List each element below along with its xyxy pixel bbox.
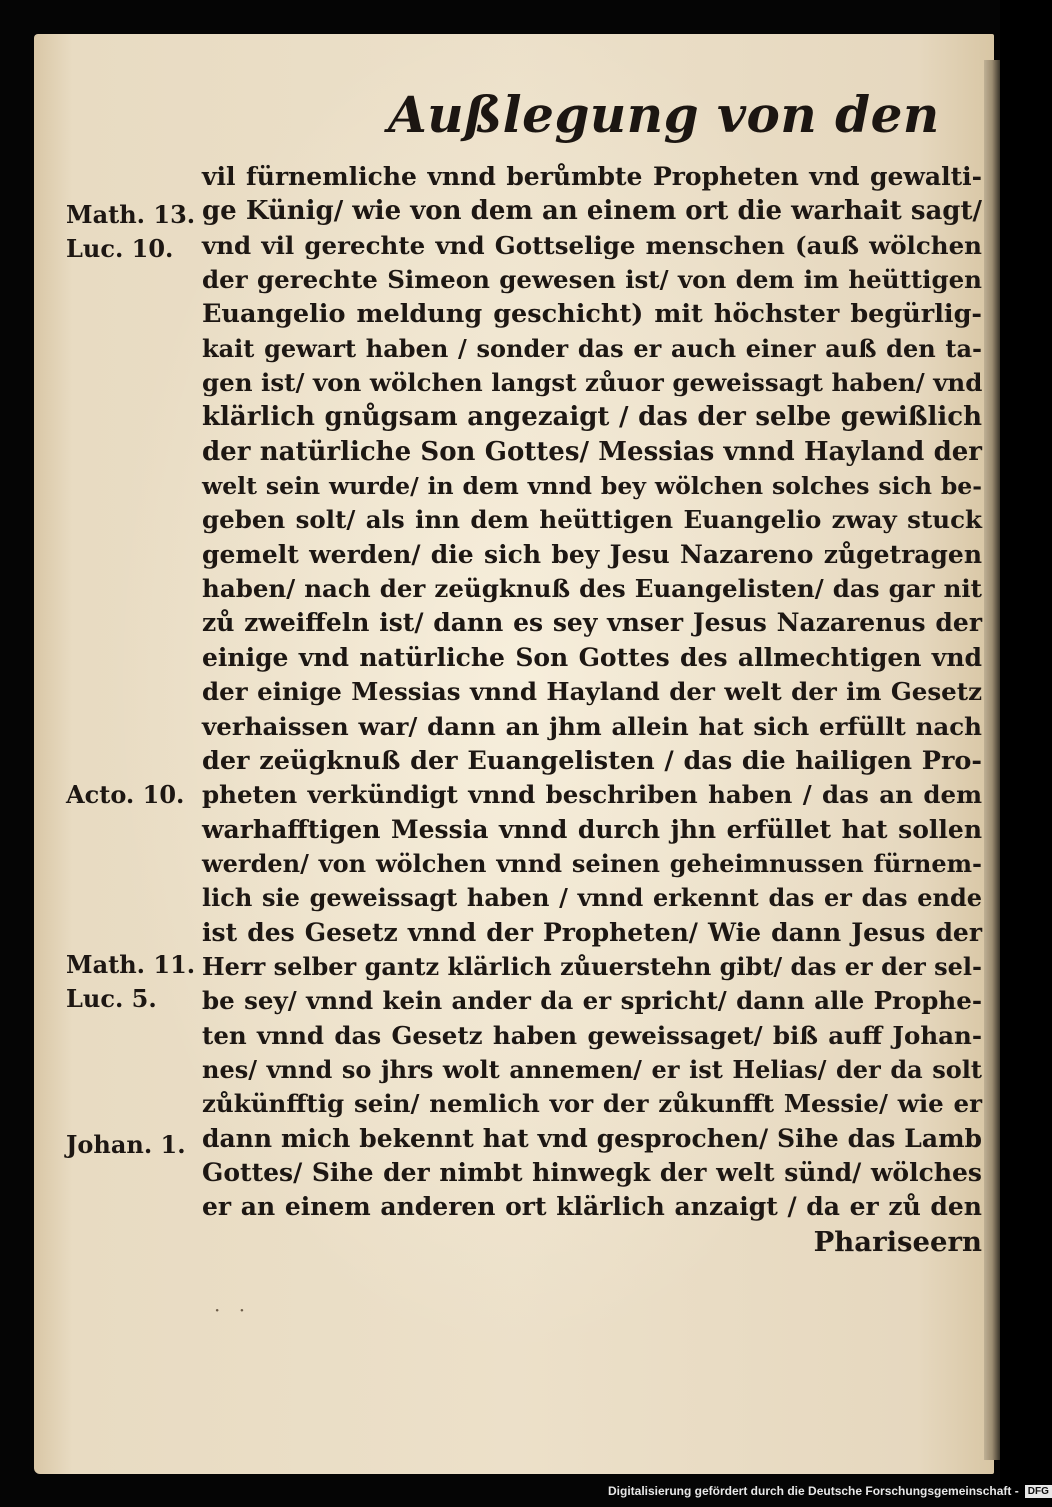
text-line: ten vnnd das Gesetz haben geweissaget/ biß auff Johan‑ xyxy=(202,1020,982,1050)
text-line: werden/ von wölchen vnnd seinen geheimnussen fürnem‑ xyxy=(202,848,982,878)
text-line: Gottes/ Sihe der nimbt hinwegk der welt sünd/ wölches xyxy=(202,1157,982,1187)
text-line: zůkünfftig sein/ nemlich vor der zůkunfft Messie/ wie er xyxy=(202,1089,982,1119)
text-line: vnd vil gerechte vnd Gottselige menschen (auß wölchen xyxy=(202,230,982,260)
text-line: gemelt werden/ die sich bey Jesu Nazareno zůgetragen xyxy=(202,539,982,569)
margin-note: Luc. 5. xyxy=(66,984,157,1013)
running-title: Außlegung von den xyxy=(388,85,940,144)
text-line: pheten verkündigt vnnd beschriben haben / das an dem xyxy=(202,780,982,810)
text-line: der natürliche Son Gottes/ Messias vnnd Hayland der xyxy=(202,436,982,467)
digitization-credit xyxy=(608,1484,1052,1498)
text-line: der gerechte Simeon gewesen ist/ von dem im heüttigen xyxy=(202,265,982,295)
margin-note: Luc. 10. xyxy=(66,234,174,263)
text-line: lich sie geweissagt haben / vnnd erkennt das er das ende xyxy=(202,883,982,913)
page-edge xyxy=(984,60,1000,1460)
ink-specks: · · xyxy=(214,1298,252,1322)
body-text xyxy=(202,160,982,1259)
text-line: nes/ vnnd so jhrs wolt annemen/ er ist Helias/ der da solt xyxy=(202,1054,982,1084)
text-line: ge Künig/ wie von dem an einem ort die warhait sagt/ xyxy=(202,196,982,227)
text-line: klärlich gnůgsam angezaigt / das der selbe gewißlich xyxy=(202,402,982,433)
text-line: gen ist/ von wölchen langst zůuor geweissagt haben/ vnd xyxy=(202,368,983,398)
text-line: dann mich bekennt hat vnd gesprochen/ Sihe das Lamb xyxy=(202,1123,982,1153)
text-line: Euangelio meldung geschicht) mit höchster begürlig‑ xyxy=(202,299,982,330)
text-line: zů zweiffeln ist/ dann es sey vnser Jesus Nazarenus der xyxy=(202,608,982,638)
text-line: welt sein wurde/ in dem vnnd bey wölchen solches sich be‑ xyxy=(202,472,982,501)
margin-note: Acto. 10. xyxy=(66,780,185,809)
margin-note: Math. 13. xyxy=(66,200,196,229)
text-line: einige vnd natürliche Son Gottes des allmechtigen vnd xyxy=(202,642,982,672)
margin-note: Math. 11. xyxy=(66,950,196,979)
text-line: haben/ nach der zeügknuß des Euangelisten/ das gar nit xyxy=(202,574,982,604)
text-line: geben solt/ als inn dem heüttigen Euangelio zway stuck xyxy=(202,505,982,535)
text-line: Herr selber gantz klärlich zůuerstehn gibt/ das er der sel‑ xyxy=(202,951,982,981)
text-line: der zeügknuß der Euangelisten / das die hailigen Pro‑ xyxy=(202,745,982,776)
dfg-logo: DFG xyxy=(1025,1485,1052,1498)
text-line: vil fürnemliche vnnd berůmbte Propheten vnd gewalti‑ xyxy=(202,162,982,191)
text-line: warhafftigen Messia vnnd durch jhn erfüllet hat sollen xyxy=(202,814,982,844)
credit-text: Digitalisierung gefördert durch die Deutsche Forschungsgemeinschaft - xyxy=(608,1484,1019,1498)
text-line: verhaissen war/ dann an jhm allein hat sich erfüllt nach xyxy=(202,711,982,741)
text-line: ist des Gesetz vnnd der Propheten/ Wie dann Jesus der xyxy=(202,917,982,947)
margin-note: Johan. 1. xyxy=(66,1130,186,1159)
text-line: kait gewart haben / sonder das er auch einer auß den ta‑ xyxy=(202,333,982,363)
text-line: be sey/ vnnd kein ander da er spricht/ dann alle Prophe‑ xyxy=(202,986,982,1016)
catchword: Phariseern xyxy=(813,1225,982,1258)
text-line: der einige Messias vnnd Hayland der welt der im Gesetz xyxy=(202,677,982,707)
text-line: er an einem anderen ort klärlich anzaigt / da er zů den xyxy=(202,1192,982,1222)
